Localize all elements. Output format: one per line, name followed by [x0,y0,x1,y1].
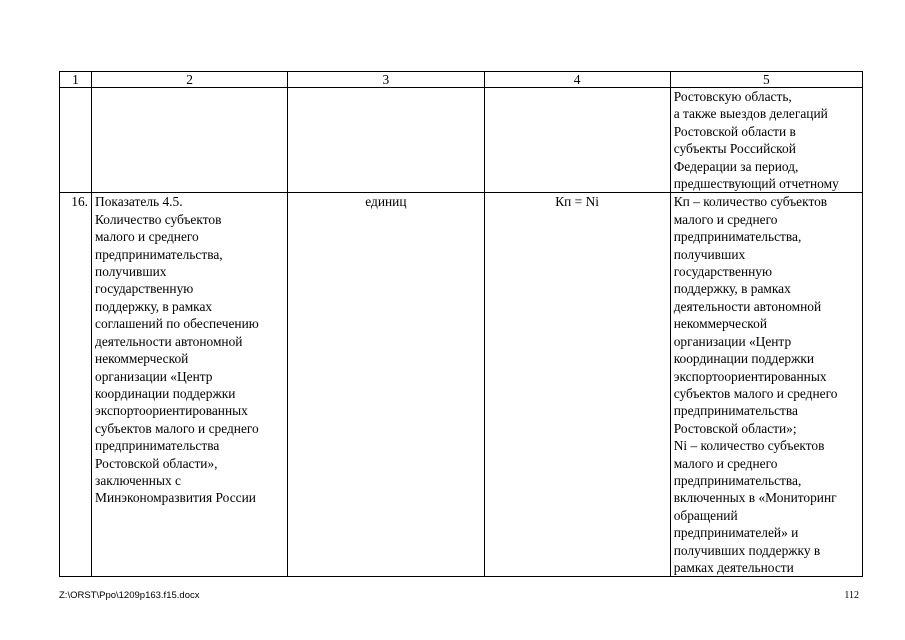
cell-empty [484,88,670,193]
header-col-3: 3 [288,72,484,88]
text-line: Ni – количество субъектов [673,438,825,454]
text-line: Ростовской области», [95,455,218,471]
header-col-4: 4 [484,72,670,88]
table-row-16 [60,193,863,577]
text-line: Ростовской области»; [673,420,797,436]
row-number: 16. [60,193,92,577]
text-line: малого и среднего [673,455,778,471]
footer-file-path: Z:\ORST\Ppo\1209p163.f15.docx [59,590,200,601]
footer-page-number: 112 [844,590,859,601]
text-line: Ростовскую область, [673,89,792,104]
table-row-continued [60,88,863,193]
text-line: малого и среднего [673,211,778,227]
unit-cell: единиц [288,193,484,577]
text-line: субъектов малого и среднего [673,385,838,401]
text-line: предшествующий отчетному [673,176,839,192]
text-line: предпринимательства, [673,472,802,488]
formula-description-cell [670,193,862,577]
text-line: обращений [673,507,738,523]
continued-description-cell [670,88,862,193]
text-line: Федерации за период, [673,158,799,174]
text-line: соглашений по обеспечению [95,316,259,332]
text-line: предпринимательства [673,403,798,419]
text-line: поддержку, в рамках [95,298,213,314]
text-line: деятельности автономной [95,333,243,349]
text-line: предпринимательства, [95,246,223,262]
text-line: предпринимателей» и [673,525,799,541]
text-line: а также выездов делегаций [673,106,828,122]
text-line: государственную [95,281,194,297]
text-line: Кп – количество субъектов [673,194,828,210]
indicator-name-cell [92,193,288,577]
text-line: получивших [673,246,746,262]
text-line: малого и среднего [95,229,199,245]
text-line: получивших поддержку в [673,542,821,558]
text-line: некоммерческой [95,351,189,367]
text-line: получивших [95,264,167,280]
text-line: предпринимательства, [673,229,802,245]
text-line: государственную [673,264,772,280]
text-line: экспортоориентированных [95,403,248,419]
text-line: некоммерческой [673,316,767,332]
header-col-1: 1 [60,72,92,88]
table-header-row [60,72,863,88]
text-line: организации «Центр [673,333,792,349]
cell-empty [288,88,484,193]
formula-text: Кп = Ni [555,194,599,210]
text-line: экспортоориентированных [673,368,827,384]
cell-empty [92,88,288,193]
header-col-2: 2 [92,72,288,88]
indicator-table [59,71,863,577]
text-line: Минэкономразвития России [95,490,256,506]
text-line: Количество субъектов [95,211,222,227]
text-line: субъекты Российской [673,141,796,157]
text-line: координации поддержки [673,351,815,367]
text-line: субъектов малого и среднего [95,420,259,436]
cell-empty [60,88,92,193]
text-line: Ростовской области в [673,123,796,139]
text-line: Показатель 4.5. [95,194,183,210]
text-line: организации «Центр [95,368,213,384]
text-line: заключенных с [95,472,181,488]
text-line: координации поддержки [95,385,236,401]
text-line: включенных в «Мониторинг [673,490,837,506]
text-line: поддержку, в рамках [673,281,791,297]
formula-cell [484,193,670,577]
header-col-5: 5 [670,72,862,88]
text-line: предпринимательства [95,438,220,454]
text-line: деятельности автономной [673,298,822,314]
text-line: рамках деятельности [673,559,794,575]
